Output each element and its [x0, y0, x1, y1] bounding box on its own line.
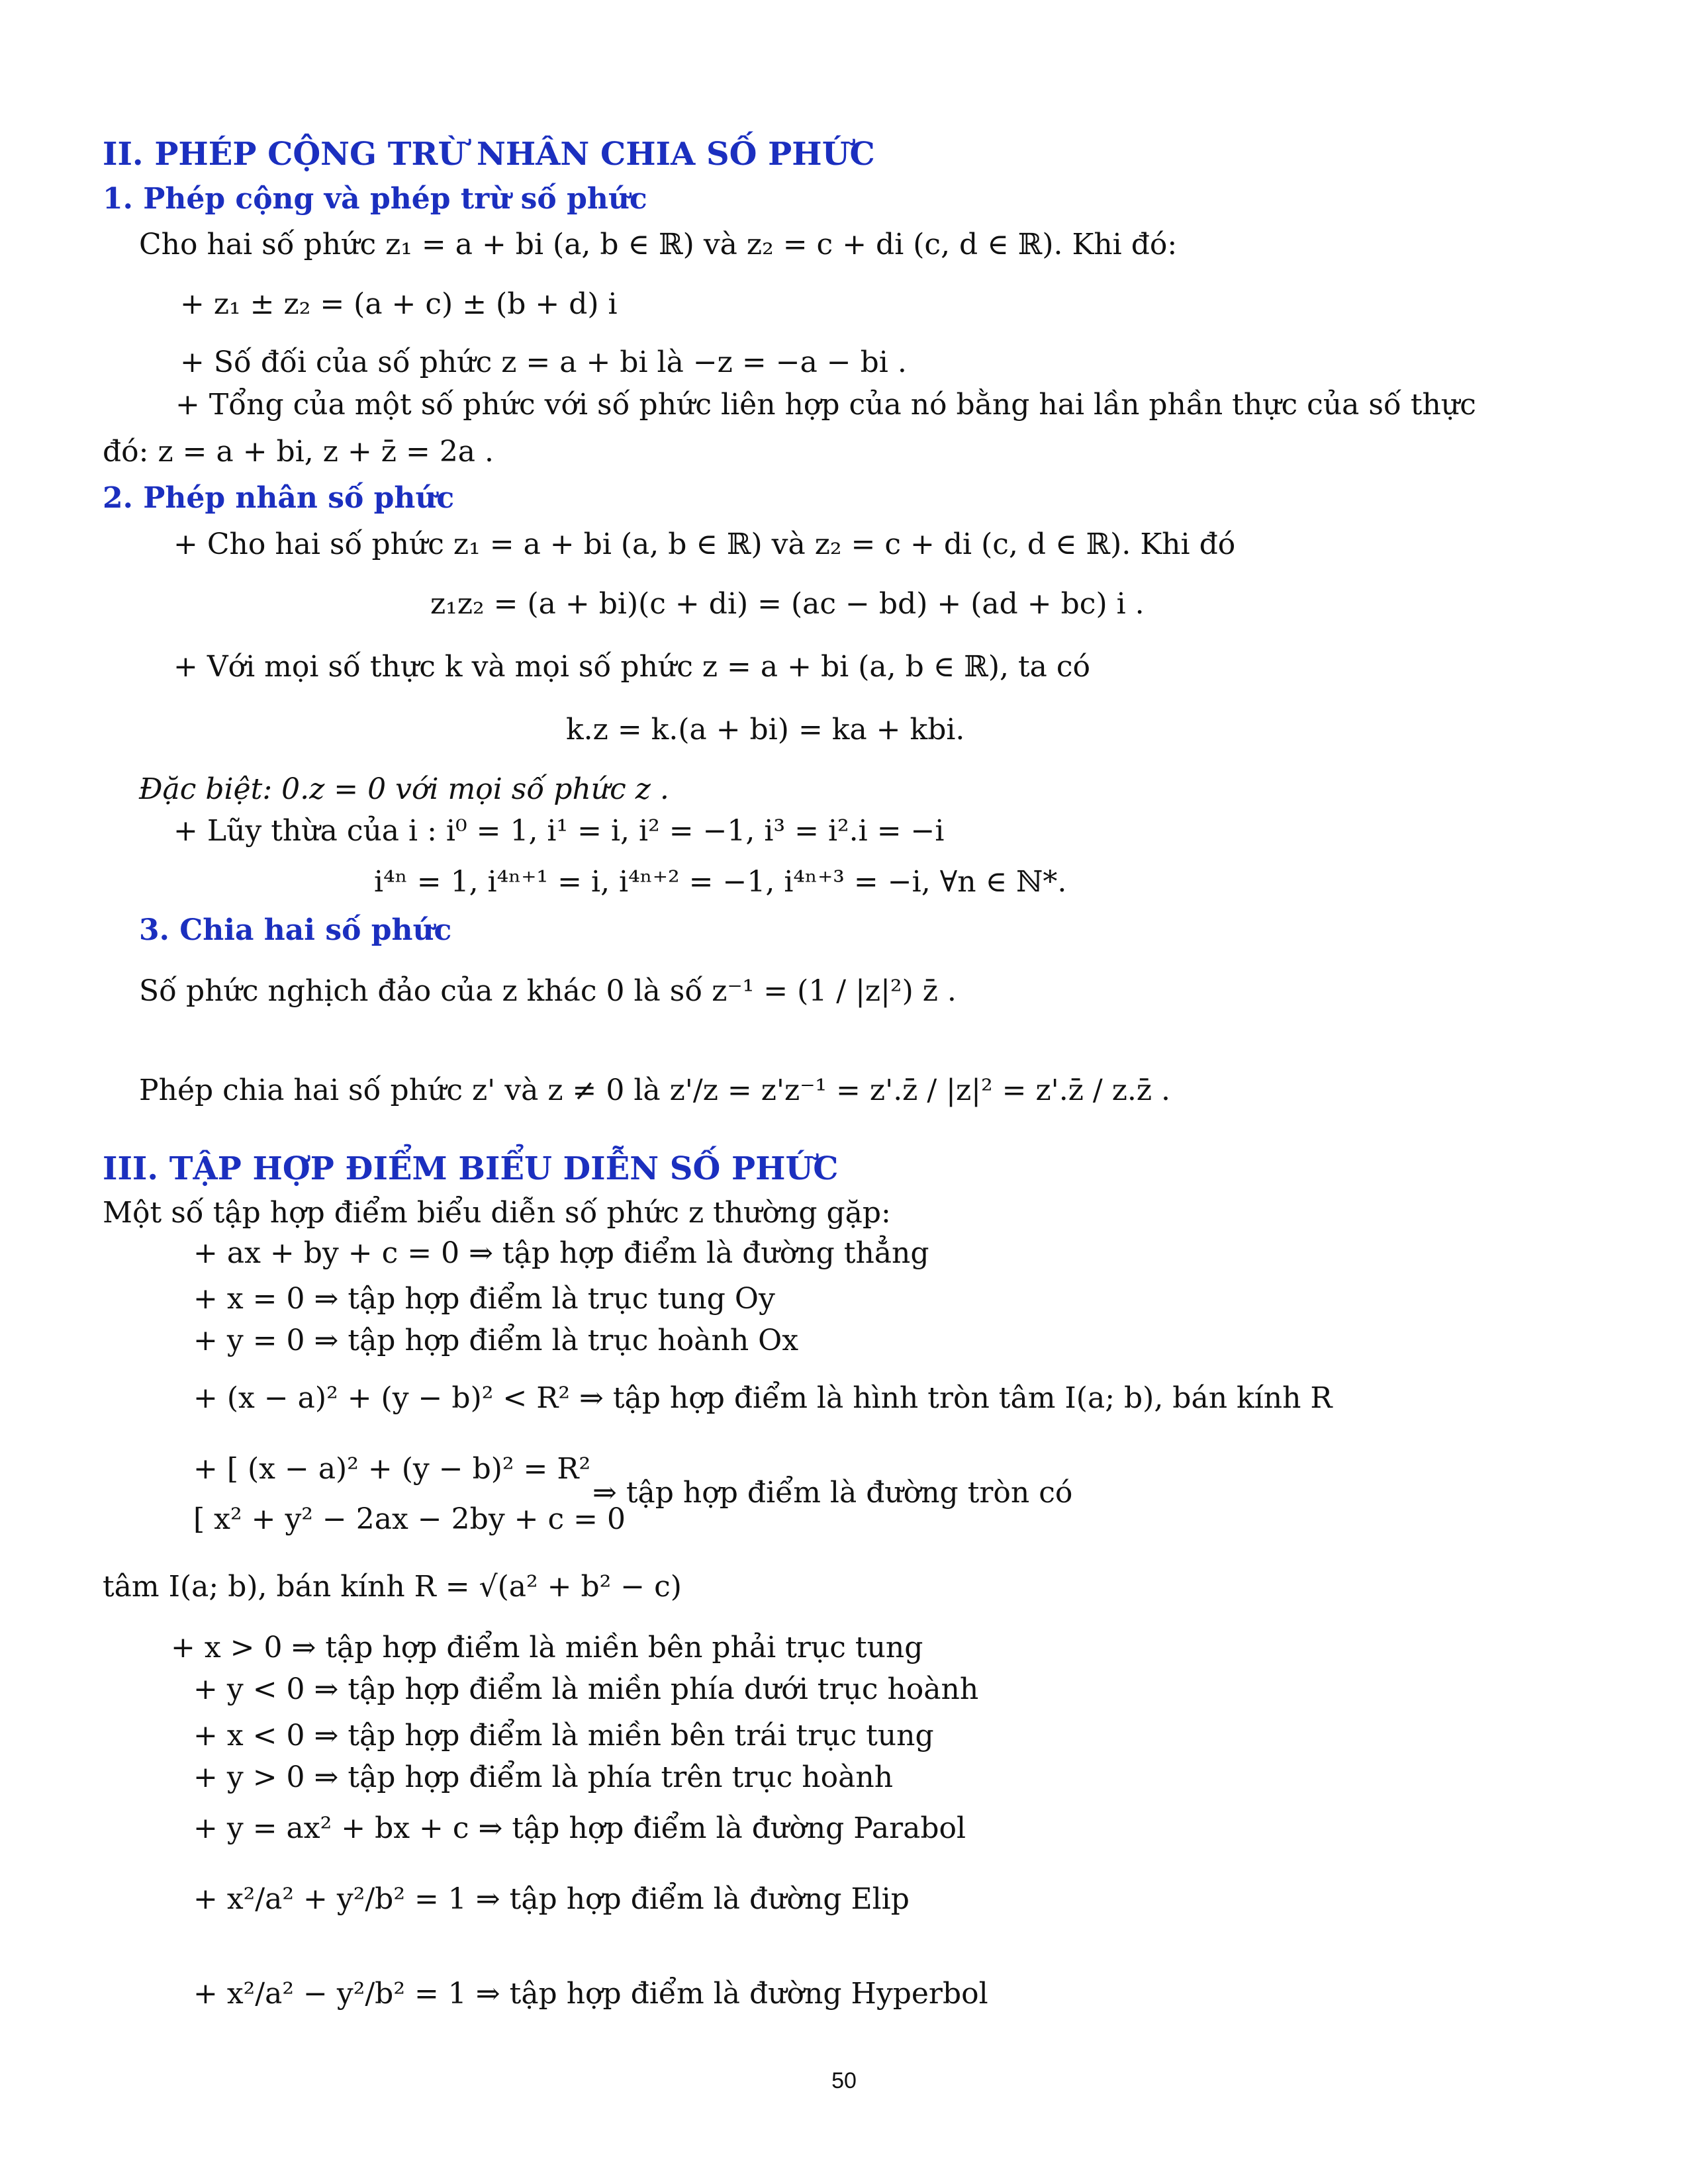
- conjugate-sum-line2: đó: z = a + bi, z + z̄ = 2a .: [103, 435, 494, 469]
- inverse-formula: Số phức nghịch đảo của z khác 0 là số z⁻¹ = (1 / |z|²) z̄ .: [139, 974, 957, 1008]
- point-set-y-negative: + y < 0 ⇒ tập hợp điểm là miền phía dưới trục hoành: [193, 1672, 979, 1706]
- point-set-oy: + x = 0 ⇒ tập hợp điểm là trục tung Oy: [193, 1282, 775, 1316]
- scalar-formula: k.z = k.(a + bi) = ka + kbi.: [566, 713, 965, 747]
- conjugate-sum-line1: + Tổng của một số phức với số phức liên hợp của nó bằng hai lần phần thực của số thực: [175, 388, 1476, 422]
- point-set-ellipse: + x²/a² + y²/b² = 1 ⇒ tập hợp điểm là đường Elip: [193, 1882, 910, 1916]
- point-set-x-positive: + x > 0 ⇒ tập hợp điểm là miền bên phải trục tung: [171, 1631, 923, 1664]
- point-set-y-positive: + y > 0 ⇒ tập hợp điểm là phía trên trục hoành: [193, 1760, 894, 1794]
- subsection-1-title: 1. Phép cộng và phép trừ số phức: [103, 182, 647, 216]
- point-set-x-negative: + x < 0 ⇒ tập hợp điểm là miền bên trái trục tung: [193, 1719, 934, 1752]
- point-set-circle: ⇒ tập hợp điểm là đường tròn có: [592, 1476, 1073, 1510]
- opposite-number: + Số đối của số phức z = a + bi là −z = −a − bi .: [180, 345, 907, 379]
- special-case: Đặc biệt: 0.z = 0 với mọi số phức z .: [139, 772, 669, 806]
- circle-system-eq1: + [ (x − a)² + (y − b)² = R²: [193, 1452, 591, 1486]
- point-set-disk: + (x − a)² + (y − b)² < R² ⇒ tập hợp điểm là hình tròn tâm I(a; b), bán kính R: [193, 1381, 1333, 1415]
- point-set-line: + ax + by + c = 0 ⇒ tập hợp điểm là đường thẳng: [193, 1236, 929, 1270]
- powers-of-i: + Lũy thừa của i : i⁰ = 1, i¹ = i, i² = −1, i³ = i².i = −i: [173, 814, 945, 848]
- addition-intro: Cho hai số phức z₁ = a + bi (a, b ∈ ℝ) và z₂ = c + di (c, d ∈ ℝ). Khi đó:: [139, 228, 1178, 261]
- subsection-2-title: 2. Phép nhân số phức: [103, 481, 455, 515]
- circle-system-eq2: [ x² + y² − 2ax − 2by + c = 0: [193, 1502, 626, 1536]
- page-number: 50: [831, 2068, 857, 2093]
- subsection-3-title: 3. Chia hai số phức: [139, 913, 452, 947]
- division-formula: Phép chia hai số phức z' và z ≠ 0 là z'/z = z'z⁻¹ = z'.z̄ / |z|² = z'.z̄ / z.z̄ .: [139, 1073, 1171, 1107]
- section-3-title: III. TẬP HỢP ĐIỂM BIỂU DIỄN SỐ PHỨC: [103, 1150, 839, 1187]
- circle-center-radius: tâm I(a; b), bán kính R = √(a² + b² − c): [103, 1570, 682, 1604]
- point-sets-intro: Một số tập hợp điểm biểu diễn số phức z thường gặp:: [103, 1196, 891, 1230]
- powers-of-i-general: i⁴ⁿ = 1, i⁴ⁿ⁺¹ = i, i⁴ⁿ⁺² = −1, i⁴ⁿ⁺³ = −i, ∀n ∈ ℕ*.: [374, 865, 1067, 899]
- point-set-hyperbola: + x²/a² − y²/b² = 1 ⇒ tập hợp điểm là đường Hyperbol: [193, 1977, 988, 2011]
- addition-formula: + z₁ ± z₂ = (a + c) ± (b + d) i: [180, 287, 618, 321]
- multiplication-intro: + Cho hai số phức z₁ = a + bi (a, b ∈ ℝ) và z₂ = c + di (c, d ∈ ℝ). Khi đó: [173, 527, 1236, 561]
- multiplication-formula: z₁z₂ = (a + bi)(c + di) = (ac − bd) + (ad + bc) i .: [430, 587, 1145, 621]
- scalar-intro: + Với mọi số thực k và mọi số phức z = a + bi (a, b ∈ ℝ), ta có: [173, 650, 1091, 684]
- point-set-parabola: + y = ax² + bx + c ⇒ tập hợp điểm là đường Parabol: [193, 1811, 966, 1845]
- section-2-title: II. PHÉP CỘNG TRỪ NHÂN CHIA SỐ PHỨC: [103, 136, 875, 173]
- point-set-ox: + y = 0 ⇒ tập hợp điểm là trục hoành Ox: [193, 1324, 799, 1357]
